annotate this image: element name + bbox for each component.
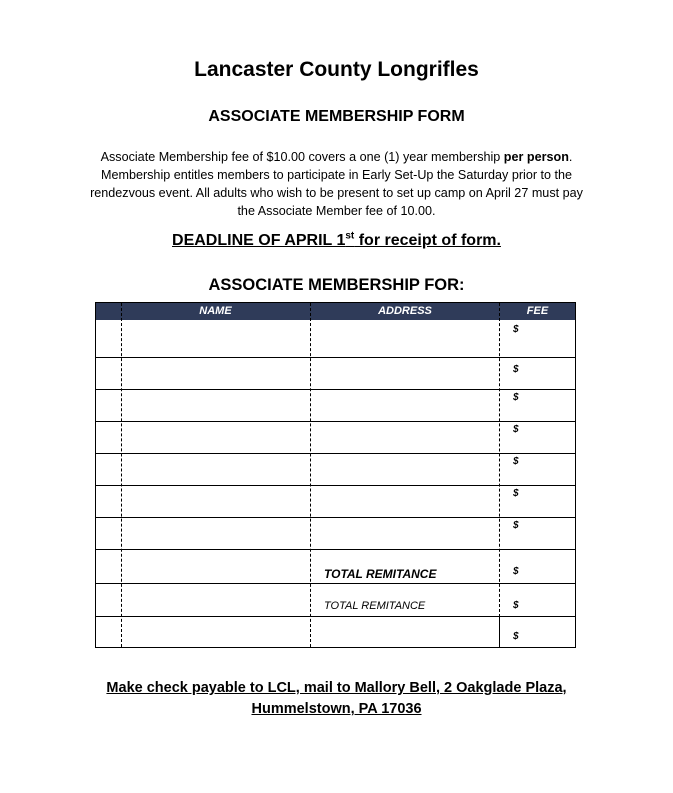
dollar-sign: $: [513, 566, 519, 577]
column-divider: [499, 617, 500, 647]
table-row[interactable]: [96, 518, 575, 550]
table-row[interactable]: [96, 486, 575, 518]
dollar-sign: $: [513, 424, 519, 435]
dollar-sign: $: [513, 456, 519, 467]
total-remitance-label: TOTAL REMITANCE: [324, 600, 426, 612]
membership-table: [95, 302, 576, 648]
membership-table-heading: ASSOCIATE MEMBERSHIP FOR:: [208, 276, 465, 294]
table-row[interactable]: [96, 454, 575, 486]
column-header-fee: FEE: [526, 305, 549, 317]
column-header-name: NAME: [199, 305, 232, 317]
intro-text-start: Associate Membership fee of $10.00 covers a one (1) year membership: [100, 150, 504, 164]
column-header-address: ADDRESS: [378, 305, 432, 317]
dollar-sign: $: [513, 520, 519, 531]
form-title: Lancaster County Longrifles: [194, 58, 479, 81]
dollar-sign: $: [513, 364, 519, 375]
column-divider: [310, 303, 311, 647]
dollar-sign: $: [513, 600, 519, 611]
table-row[interactable]: [96, 320, 575, 358]
deadline-notice: [0, 232, 673, 250]
mailing-line-2: Hummelstown, PA 17036: [251, 701, 422, 717]
intro-text-end: . Membership entitles members to participate in Early Set-Up the Saturday prior to the rendezvous event. All adults who wish to be present to set up camp on April 27 must pay the Associate Member fee of 10.00.: [90, 150, 583, 218]
dollar-sign: $: [513, 631, 519, 642]
column-divider: [121, 303, 122, 647]
table-row[interactable]: [96, 390, 575, 422]
deadline-superscript: st: [345, 230, 355, 242]
form-subtitle: ASSOCIATE MEMBERSHIP FORM: [208, 108, 465, 125]
intro-paragraph: [80, 148, 593, 220]
mailing-line-1: Make check payable to LCL, mail to Mallory Bell, 2 Oakglade Plaza,: [106, 680, 567, 696]
deadline-suffix: for receipt of form.: [354, 232, 501, 249]
column-divider: [499, 303, 500, 617]
total-remitance-row[interactable]: [96, 584, 575, 617]
table-row[interactable]: [96, 358, 575, 390]
intro-bold-text: per person: [503, 150, 569, 164]
dollar-sign: $: [513, 392, 519, 403]
dollar-sign: $: [513, 324, 519, 335]
total-remitance-label: TOTAL REMITANCE: [324, 567, 437, 581]
table-header-row: [96, 303, 575, 320]
mailing-instructions: [0, 678, 673, 720]
dollar-sign: $: [513, 488, 519, 499]
deadline-prefix: DEADLINE OF APRIL 1: [172, 232, 346, 249]
table-row[interactable]: [96, 422, 575, 454]
total-remitance-row[interactable]: [96, 550, 575, 584]
table-row[interactable]: [96, 617, 575, 647]
